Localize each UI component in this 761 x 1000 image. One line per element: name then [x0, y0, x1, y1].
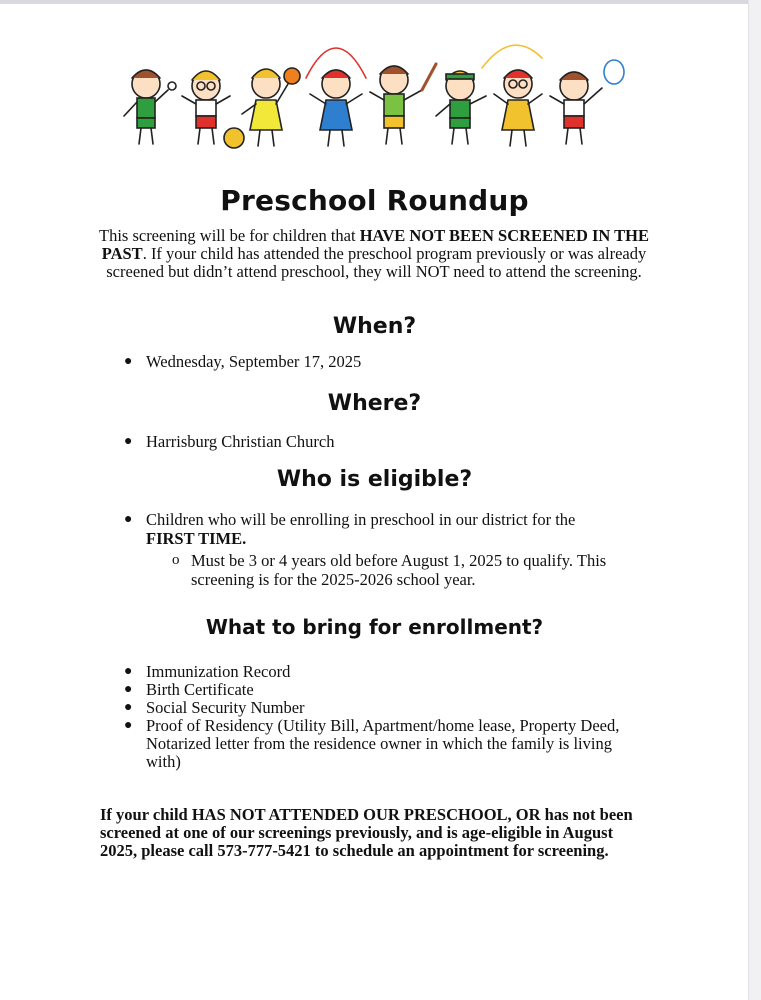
- list-item: [0, 717, 749, 771]
- who-eligibility-text: [146, 510, 646, 548]
- intro-bold-text: HAVE NOT BEEN SCREENED IN THE PAST: [101, 226, 650, 263]
- bullet-icon: ●: [124, 434, 133, 449]
- who-bold-text: FIRST TIME.: [146, 529, 247, 548]
- who-text: Children who will be enrolling in preschool in our district for the: [146, 510, 576, 529]
- where-location: Harrisburg Christian Church: [146, 432, 335, 451]
- where-heading: Where?: [327, 391, 422, 416]
- bring-heading: What to bring for enrollment?: [205, 615, 544, 639]
- kid-5-icon: [370, 64, 436, 144]
- bring-item: Proof of Residency (Utility Bill, Apartment/home lease, Property Deed, Notarized letter from the residence owner in which the family is living with): [146, 716, 620, 771]
- kid-4-icon: [306, 48, 366, 146]
- footer-callout: If your child HAS NOT ATTENDED OUR PRESCHOOL, OR has not been screened at one of our screenings previously, and is age-eligible in August 2025, please call 573-777-5421 to schedule an appointment for screening.: [100, 805, 633, 860]
- when-heading: When?: [332, 314, 417, 339]
- bring-item: Birth Certificate: [146, 680, 254, 699]
- kid-1-icon: [124, 70, 176, 144]
- bullet-icon: ●: [124, 512, 133, 527]
- list-item: [0, 681, 749, 699]
- kid-2-icon: [182, 71, 244, 148]
- who-list-item: [0, 510, 749, 600]
- bullet-icon: ●: [124, 718, 133, 733]
- bring-list: [0, 663, 749, 771]
- page-title: Preschool Roundup: [220, 184, 529, 217]
- intro-text-2: . If your child has attended the preschool program previously or was already screened but didn’t attend preschool, they will NOT need to attend the screening.: [106, 244, 647, 281]
- who-heading: Who is eligible?: [276, 467, 473, 492]
- list-item: [0, 699, 749, 717]
- bullet-icon: ●: [124, 700, 133, 715]
- bullet-icon: ●: [124, 664, 133, 679]
- when-date: Wednesday, September 17, 2025: [146, 352, 362, 371]
- top-border: [0, 0, 761, 4]
- kid-7-icon: [482, 45, 542, 146]
- sub-bullet-marker: o: [172, 552, 180, 568]
- kid-6-icon: [436, 71, 486, 144]
- kid-8-icon: [550, 60, 624, 144]
- kids-illustration-icon: [110, 28, 640, 156]
- intro-paragraph: [96, 227, 652, 281]
- list-item: [0, 663, 749, 681]
- bullet-icon: ●: [124, 354, 133, 369]
- vertical-scrollbar[interactable]: [748, 0, 761, 1000]
- kid-3-icon: [242, 68, 300, 146]
- who-age-requirement: Must be 3 or 4 years old before August 1, 2025 to qualify. This screening is for the 2025-2026 school year.: [191, 551, 607, 589]
- intro-text-1: This screening will be for children that: [98, 226, 360, 245]
- bring-item: Social Security Number: [146, 698, 305, 717]
- bullet-icon: ●: [124, 682, 133, 697]
- bring-item: Immunization Record: [146, 662, 291, 681]
